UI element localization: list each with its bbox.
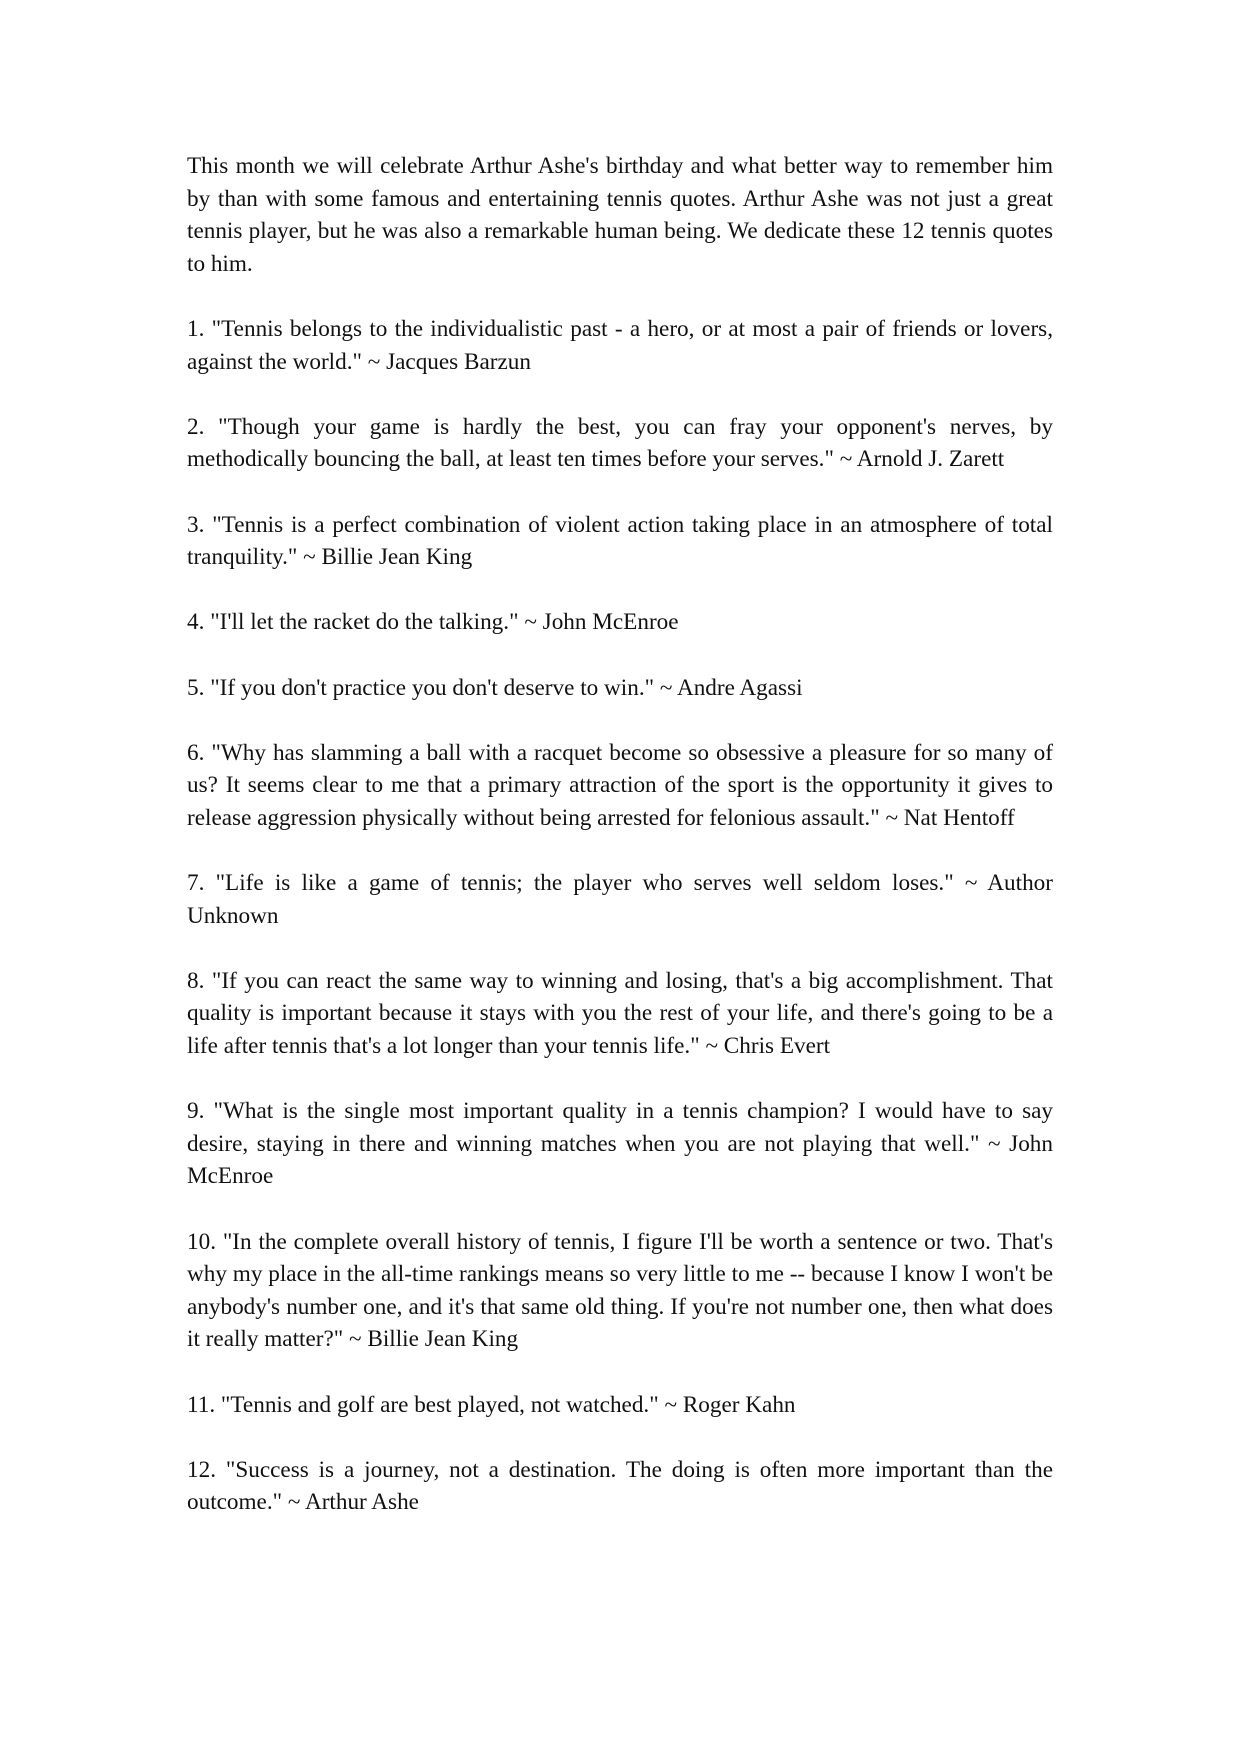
quote-5: 5. "If you don't practice you don't deserve to win." ~ Andre Agassi (187, 674, 803, 701)
quote-2: 2. "Though your game is hardly the best, you can fray your opponent's nerves, by methodically bouncing the ball, at least ten times before your serves." ~ Arnold J. Zarett (187, 413, 1053, 473)
quote-1: 1. "Tennis belongs to the individualistic past - a hero, or at most a pair of friends or lovers, against the world." ~ Jacques Barzun (187, 315, 1053, 375)
quote-12: 12. "Success is a journey, not a destination. The doing is often more important than the outcome." ~ Arthur Ashe (187, 1456, 1053, 1516)
document-body (187, 150, 1053, 1519)
quote-6: 6. "Why has slamming a ball with a racquet become so obsessive a pleasure for so many of us? It seems clear to me that a primary attraction of the sport is the opportunity it gives to release aggression physically without being arrested for felonious assault." ~ Nat Hentoff (187, 739, 1053, 831)
quote-3: 3. "Tennis is a perfect combination of violent action taking place in an atmosphere of total tranquility." ~ Billie Jean King (187, 511, 1053, 571)
quote-8: 8. "If you can react the same way to winning and losing, that's a big accomplishment. That quality is important because it stays with you the rest of your life, and there's going to be a life after tennis that's a lot longer than your tennis life." ~ Chris Evert (187, 967, 1053, 1060)
quote-7: 7. "Life is like a game of tennis; the player who serves well seldom loses." ~ Author Unknown (187, 870, 1053, 929)
intro-paragraph: This month we will celebrate Arthur Ashe's birthday and what better way to remember him by than with some famous and entertaining tennis quotes. Arthur Ashe was not just a great tennis player, but he was also a remarkable human being. We dedicate these 12 tennis quotes to him. (187, 153, 1053, 277)
quote-4: 4. "I'll let the racket do the talking." ~ John McEnroe (187, 609, 679, 636)
quote-10: 10. "In the complete overall history of tennis, I figure I'll be worth a sentence or two. That's why my place in the all-time rankings means so very little to me -- because I know I won't be anybody's number one, and it's that same old thing. If you're not number one, then what does it really matter?" ~ Billie Jean King (187, 1228, 1053, 1353)
quote-11: 11. "Tennis and golf are best played, not watched." ~ Roger Kahn (187, 1391, 796, 1418)
quote-9: 9. "What is the single most important quality in a tennis champion? I would have to say desire, staying in there and winning matches when you are not playing that well." ~ John McEnroe (187, 1098, 1053, 1190)
